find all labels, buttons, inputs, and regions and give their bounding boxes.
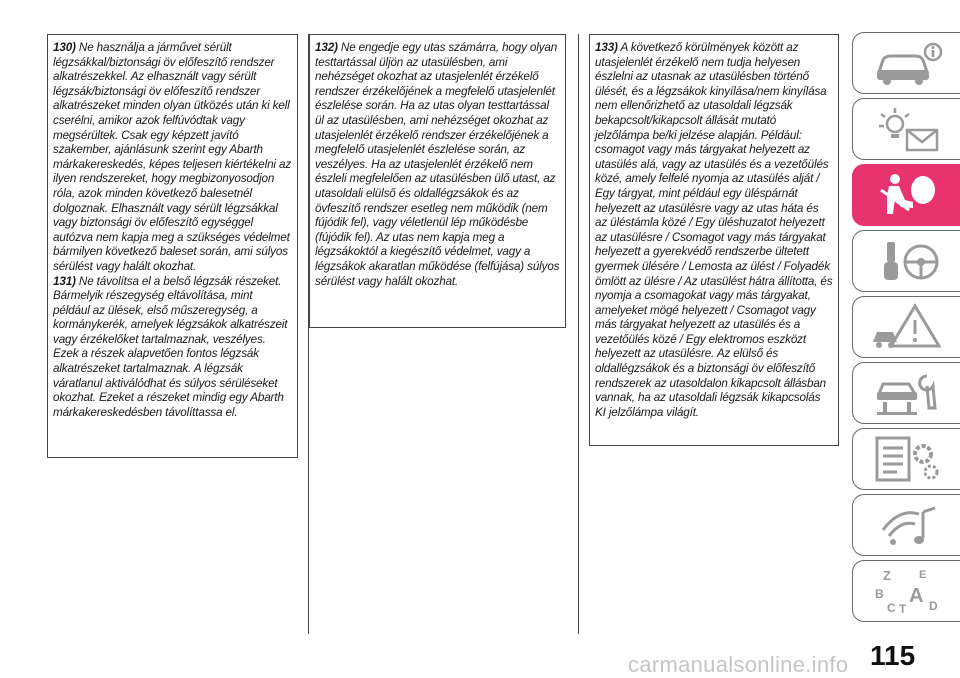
note-number: 131)	[53, 274, 76, 288]
tab-safety[interactable]	[852, 164, 960, 226]
index-letter: A	[908, 585, 923, 607]
maintenance-list-gear-icon	[869, 434, 945, 484]
index-letter: T	[898, 602, 906, 616]
car-warning-triangle-icon	[869, 302, 945, 352]
tab-starting-driving[interactable]	[852, 230, 960, 292]
tab-instrument-panel[interactable]	[852, 98, 960, 160]
car-info-icon	[869, 38, 945, 88]
note-133	[595, 41, 833, 420]
key-steering-icon	[869, 236, 945, 286]
note-number: 132)	[315, 41, 338, 54]
warning-box-right	[589, 34, 839, 446]
multimedia-music-icon	[869, 500, 945, 550]
note-text: A következő körülmények között az utasjelenlét érzékelő nem tudja helyesen észlelni az utasnak az utasülésben történő ülését, és a légzsákok kinyílása/nem kinyílása nem ellenőrizhető az utasoldali légzsák bekapcsolt/kikapcsolt állását mutató jelzőlámpa be/ki jelzése alapján. Például: csomagot vagy más tárgyakat helyezett az utasülés alá, vagy az utasülés és a vezetőülés közé, amely felfelé nyomja az utasülés alját / Egy tárgyat, mint például egy üléspárnát helyezett az utasülésre vagy az utas háta és az üléstámla közé / Egy üléshuzatot helyezett az utasülésre / Csomagot vagy más tárgyakat helyezett a gyerekvédő rendszerbe ültetett gyermek ülésére / Lemosta az ülést / Folyadék ömlött az ülésre / Az utasülést hátra állította, és nyomja a csomagokat vagy más tárgyakat, amelyeket mögé helyezett / Csomagot vagy más tárgyakat helyezett az utasülés és a vezetőülés közé / Egy elektromos eszközt helyezett az utasülésre. Az elülső és oldallégzsákok és a biztonsági öv előfeszítő rendszerek az utasoldalon kikapcsolt állásban vannak, ha az utasoldali légzsák kikapcsolás KI jelzőlámpa világít.	[595, 41, 833, 419]
index-letter: D	[928, 599, 938, 613]
tab-multimedia[interactable]	[852, 494, 960, 556]
note-text: Ne engedje egy utas számárra, hogy olyan testtartással üljön az utasülésben, ami nehézséget okozhat az utasjelenlét érzékelő rendszer érzékelőjének a megfelelő utasjelenlét észlelése során. Ha az utas olyan testtartással ül az utasülésben, ami nehézséget okozhat az utasjelenlét érzékelő rendszer érzékelőjének a megfelelő utasjelenlét észlelése során, az veszélyes. Ha az utasjelenlét érzékelő nem észleli megfelelően az utasülésben ülő utast, az utasoldali elülső és oldallégzsákok és az övfeszítő rendszer esetleg nem működik (nem fújódik fel), vagy véletlenül lép működésbe (fújódik fel). Az utas nem kapja meg a légzsákoktól a kiegészítő védelmet, vagy a légzsákok akaratlan működése (felfújása) súlyos sérülést vagy halált okozhat.	[315, 41, 560, 288]
watermark: carmanualsonline.info	[628, 652, 849, 677]
airbag-safety-icon	[869, 170, 945, 220]
tab-index[interactable]	[852, 560, 960, 622]
car-lift-wrench-icon	[869, 368, 945, 418]
warning-box-middle	[309, 34, 566, 328]
index-letter: E	[918, 569, 926, 581]
note-number: 133)	[595, 41, 618, 54]
tab-emergency[interactable]	[852, 296, 960, 358]
tab-technical-data[interactable]	[852, 428, 960, 490]
index-letter: C	[886, 601, 896, 615]
warning-box-left	[47, 34, 298, 458]
note-text: Ne távolítsa el a belső légzsák részeket. Bármelyik részegység eltávolítása, mint például az ülések, első műszeregység, a kormánykerék, amelyek légzsákok alkatrészeit vagy érzékelőket tartalmaznak, veszélyes. Ezek a részek alapvetően fontos légzsák alkatrészeket tartalmaznak. A légzsák váratlanul aktiválódhat és súlyos sérüléseket okozhat. Ezeket a részeket mindig egy Abarth márkakereskedésben távolíttassa el.	[53, 274, 288, 419]
index-letter: Z	[882, 568, 891, 583]
warning-lights-icon	[869, 104, 945, 154]
page-number: 115	[870, 640, 916, 671]
index-letters-icon	[869, 566, 945, 616]
note-number: 130)	[53, 41, 76, 54]
note-130	[53, 41, 292, 275]
tab-servicing[interactable]	[852, 362, 960, 424]
column-divider	[578, 34, 579, 634]
note-text: Ne használja a járművet sérült légzsákkal/biztonsági öv előfeszítő rendszer alkatrészekkel. Az elhasznált vagy sérült légzsák/biztonsági öv előfeszítő rendszer alkatrészeket minden olyan ütközés után ki kell cserélni, amikor azok felfúvódtak vagy megsérültek. Csak egy képzett javító szakember, ajánlásunk szerint egy Abarth márkakereskedés, képes teljesen kiértékelni az ilyen rendszereket, hogy megbizonyosodjon róla, azok minden következő balesetnél dolgoznak. Elhasznált vagy sérült légzsákkal vagy biztonsági öv előfeszítő egységgel autózva nem kapja meg a szükséges védelmet bármilyen következő baleset során, ami súlyos sérülést vagy halált okozhat.	[53, 41, 292, 273]
index-letter: B	[874, 587, 884, 601]
note-132	[315, 41, 560, 289]
note-131	[53, 275, 292, 421]
tab-knowing-the-car[interactable]	[852, 32, 960, 94]
